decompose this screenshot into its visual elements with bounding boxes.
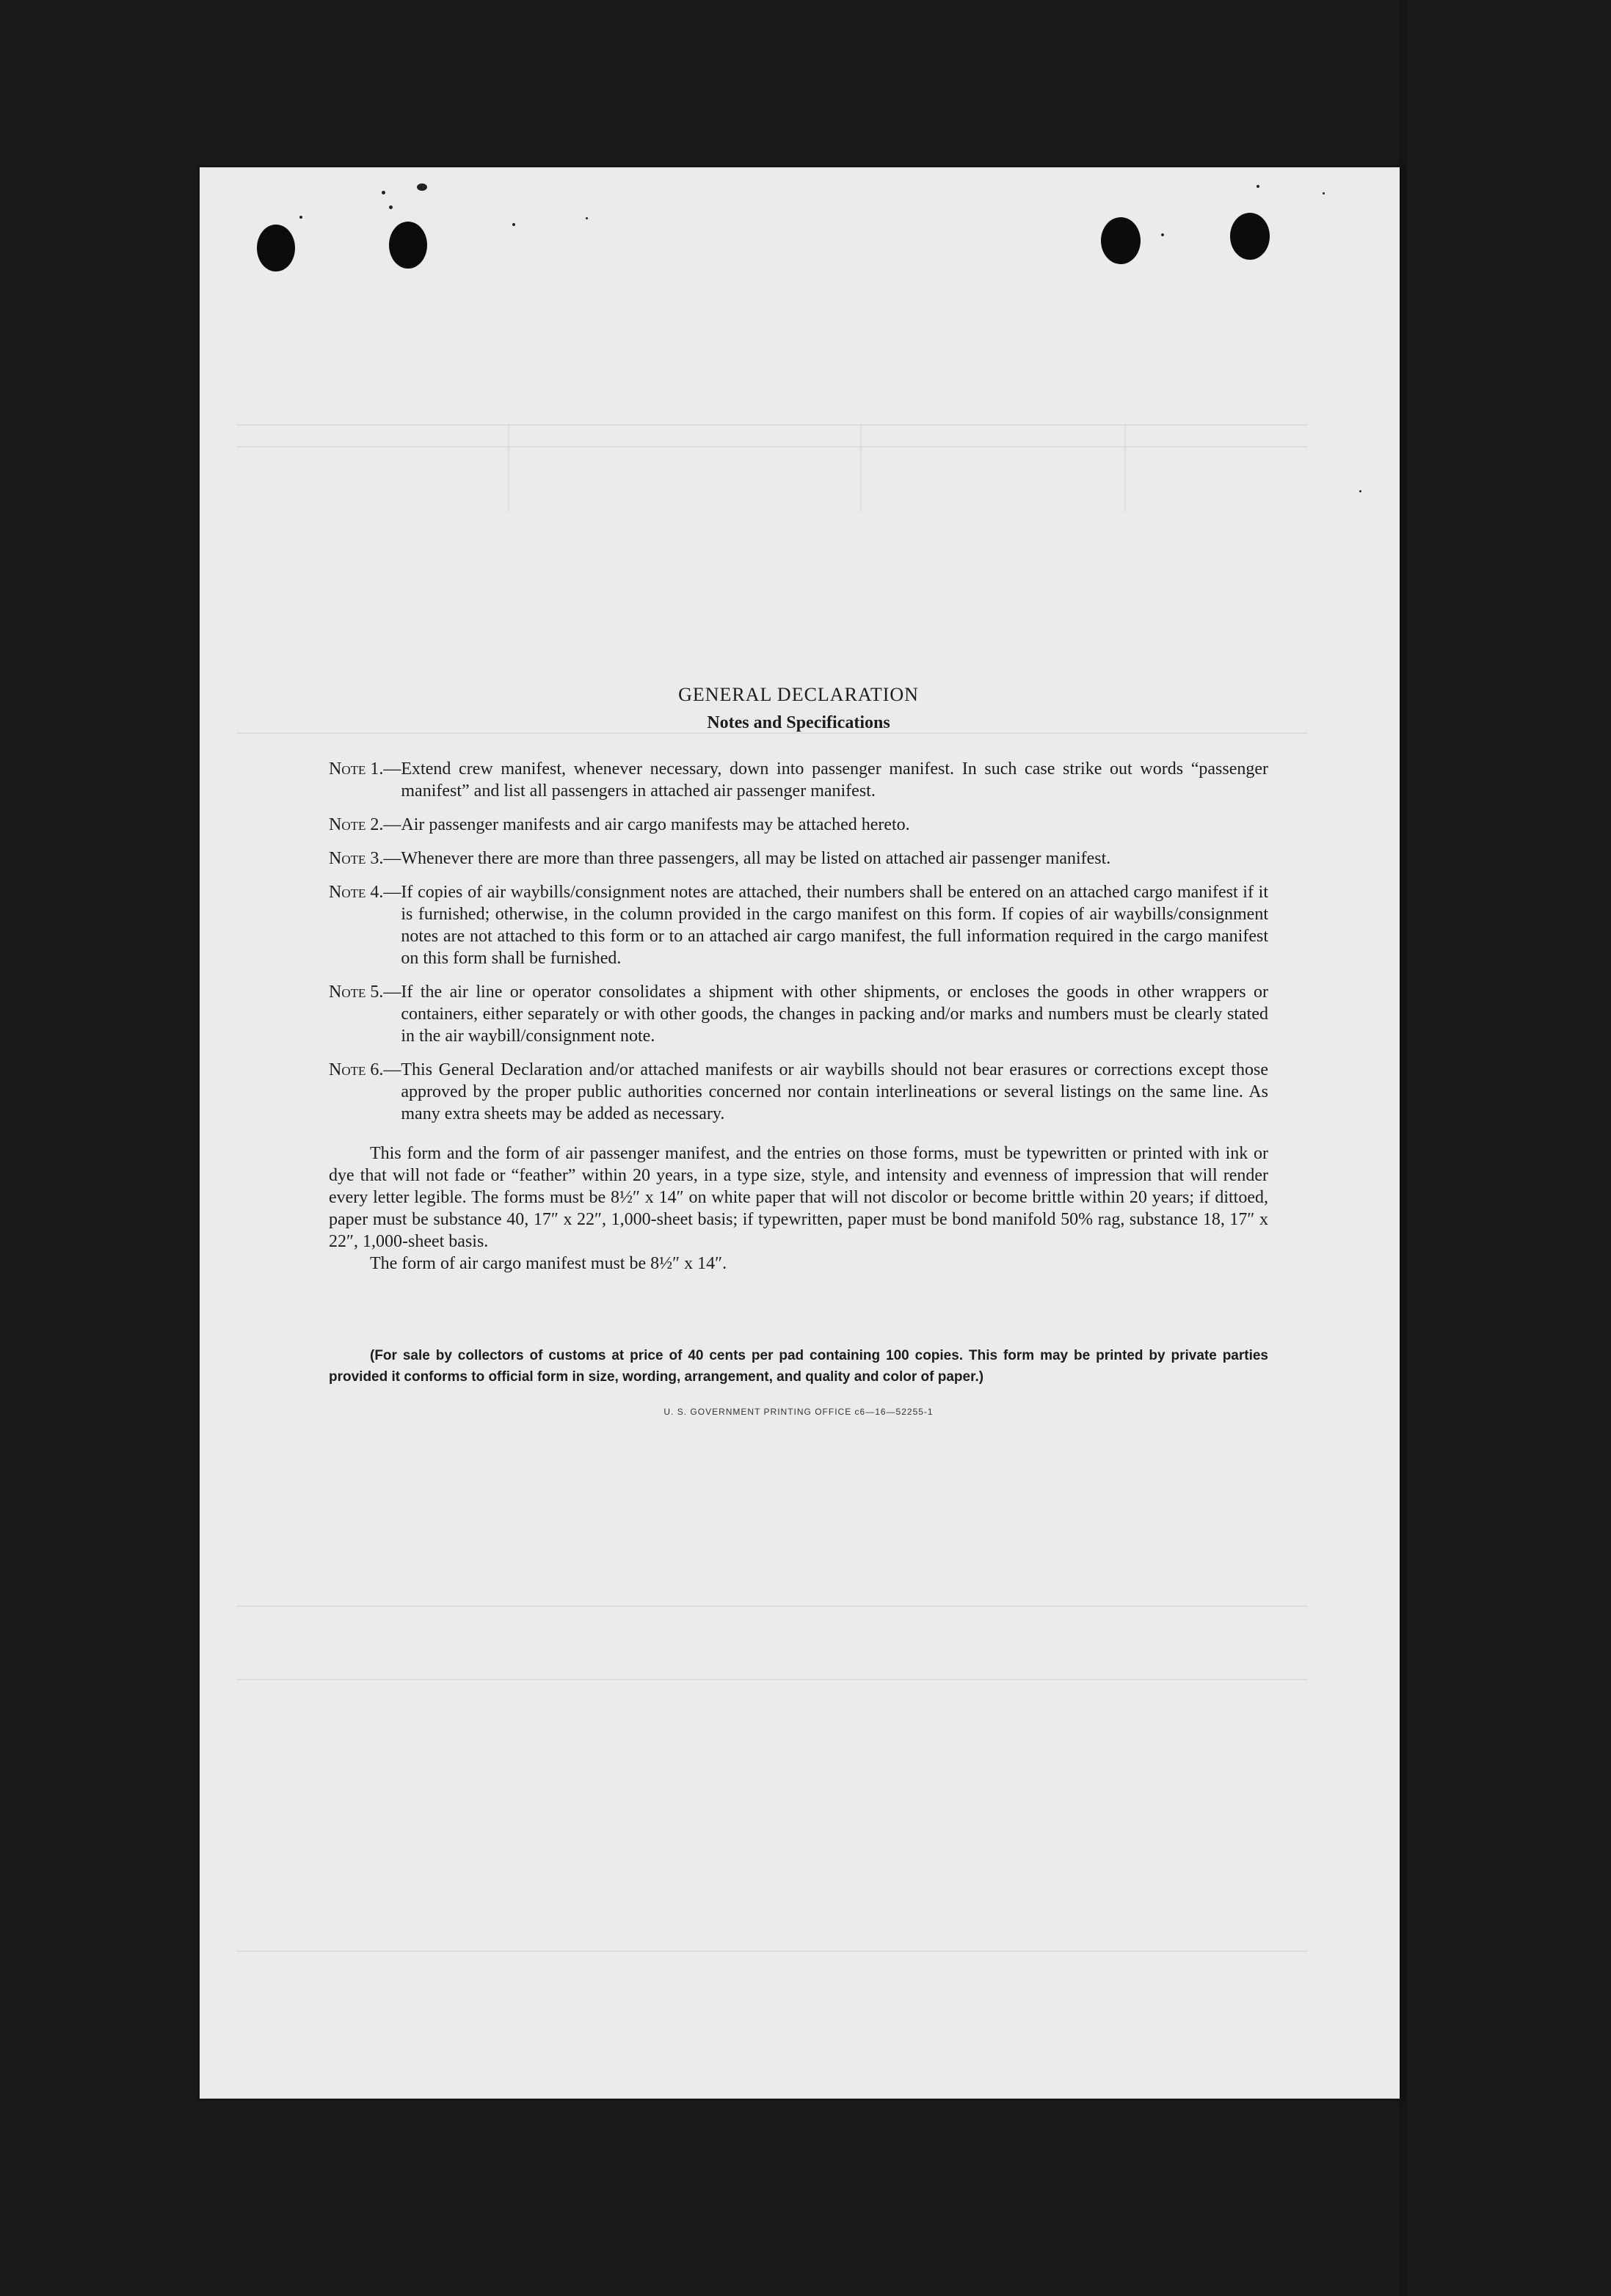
note-2 [329,814,1268,836]
scan-edge-right [1400,0,1407,2296]
bleed-through-line [1124,424,1126,512]
note-text: Air passenger manifests and air cargo manifests may be attached hereto. [401,815,910,834]
bleed-through-line [236,446,1308,448]
bleed-through-line [508,424,509,512]
note-text: Whenever there are more than three passengers, all may be listed on attached air passenger manifest. [401,849,1111,868]
note-label: Note 2.— [329,815,401,834]
punch-hole-3 [1101,217,1141,264]
note-text: Extend crew manifest, whenever necessary, down into passenger manifest. In such case strike out words “passenger manifest” and list all passengers in attached air passenger manifest. [401,759,1268,801]
speck [417,183,427,191]
cargo-manifest-paragraph: The form of air cargo manifest must be 8½″ x 14″. [370,1254,727,1273]
note-1 [329,758,1268,802]
note-text: This General Declaration and/or attached manifests or air waybills should not bear erasures or corrections except those approved by the proper public authorities concerned nor contain interlineations or several listings on the same line. As many extra sheets may be added as necessary. [401,1060,1268,1123]
document-subtitle: Notes and Specifications [707,713,890,732]
note-label: Note 6.— [329,1060,401,1079]
speck [586,217,588,219]
note-text: If the air line or operator consolidates a shipment with other shipments, or encloses the goods in other wrappers or containers, either separately or with other goods, the changes in packing and/or marks and numbers must be clearly stated in the air waybill/consignment note. [401,983,1268,1046]
bleed-through-line [236,424,1308,426]
note-label: Note 4.— [329,883,401,902]
notes-content [329,684,1268,1417]
note-label: Note 1.— [329,759,401,779]
punch-hole-4 [1230,213,1270,260]
form-requirements-paragraph: This form and the form of air passenger manifest, and the entries on those forms, must be typewritten or printed with ink or dye that will not fade or “feather” within 20 years, in a type size, style, and intensity and evenness of impression that will render every letter legible. The forms must be 8½″ x 14″ on white paper that will not discolor or become brittle within 20 years; if dittoed, paper must be substance 40, 17″ x 22″, 1,000-sheet basis; if typewritten, paper must be bond manifold 50% rag, substance 18, 17″ x 22″, 1,000-sheet basis. [329,1144,1268,1251]
note-label: Note 3.— [329,849,401,868]
speck [1257,185,1259,188]
bleed-through-line [236,1606,1308,1607]
note-5 [329,981,1268,1047]
speck [1323,192,1325,194]
note-6 [329,1059,1268,1125]
printer-line: U. S. GOVERNMENT PRINTING OFFICE c6—16—52255-1 [663,1407,934,1417]
note-text: If copies of air waybills/consignment notes are attached, their numbers shall be entered on an attached cargo manifest if it is furnished; otherwise, in the column provided in the cargo manifest on this form. If copies of air waybills/consignment notes are not attached to this form or to an attached air cargo manifest, the full information required in the cargo manifest on this form shall be furnished. [401,883,1268,968]
speck [389,205,393,209]
note-label: Note 5.— [329,983,401,1002]
bleed-through-line [860,424,862,512]
speck [299,216,302,219]
bleed-through-line [236,1950,1308,1952]
punch-hole-1 [257,225,295,271]
note-4 [329,881,1268,969]
speck [1161,233,1164,236]
speck [512,223,515,226]
document-title: GENERAL DECLARATION [678,684,919,705]
bleed-through-line [236,1679,1308,1680]
speck [382,191,385,194]
speck [1359,490,1361,492]
sale-notice: (For sale by collectors of customs at price of 40 cents per pad containing 100 copies. This form may be printed by private parties provided it conforms to official form in size, wording, arrangement, and quality and color of paper.) [329,1348,1268,1385]
note-3 [329,848,1268,870]
punch-hole-2 [389,222,427,269]
